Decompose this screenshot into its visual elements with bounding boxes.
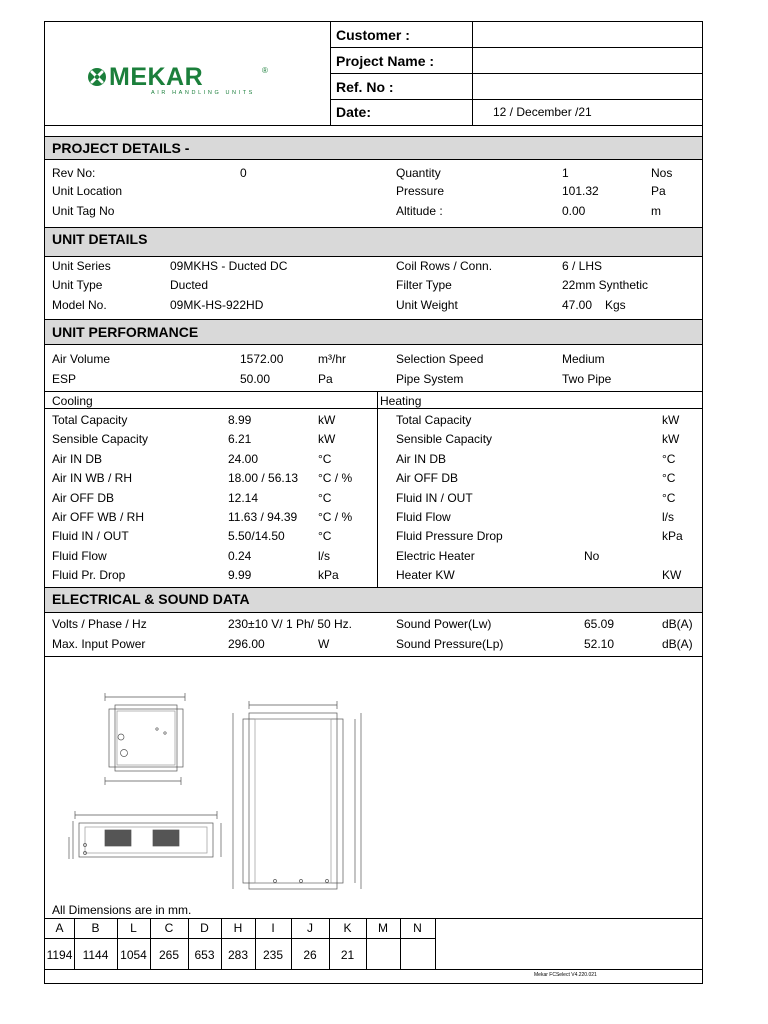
pressure-label: Pressure — [396, 184, 445, 198]
heating-row-unit: kPa — [662, 529, 683, 544]
cooling-row-value: 11.63 / 94.39 — [228, 510, 298, 524]
coil-rows-value: 6 / LHS — [562, 259, 603, 273]
unit-weight-unit: Kgs — [605, 298, 626, 312]
customer-label: Customer : — [336, 27, 410, 43]
input-power-value: 296.00 — [228, 637, 265, 651]
heating-row-label: Total Capacity — [396, 413, 472, 427]
sound-power-unit: dB(A) — [662, 617, 693, 631]
cooling-row-label: Air IN WB / RH — [52, 471, 132, 486]
cooling-row-unit: kW — [318, 413, 336, 427]
dimension-value-cell: 21 — [340, 948, 355, 962]
unit-dimension-drawing — [65, 677, 375, 897]
altitude-value: 0.00 — [562, 204, 586, 218]
unit-location-label: Unit Location — [52, 184, 123, 198]
input-power-label: Max. Input Power — [52, 637, 146, 651]
cooling-row-value: 0.24 — [228, 548, 252, 563]
sound-power-label: Sound Power(Lw) — [396, 617, 492, 631]
model-no-value: 09MK-HS-922HD — [170, 298, 264, 312]
dimension-value-cell: 653 — [194, 948, 215, 962]
cooling-row-unit: °C — [318, 529, 332, 544]
heating-row-value: No — [584, 548, 600, 563]
cooling-title: Cooling — [52, 394, 93, 408]
unit-series-value: 09MKHS - Ducted DC — [170, 259, 288, 273]
cooling-row-label: Total Capacity — [52, 413, 128, 427]
dimension-header-cell: J — [307, 921, 313, 935]
selection-speed-value: Medium — [562, 352, 605, 366]
unit-details-header: UNIT DETAILS — [45, 228, 702, 256]
dimension-value-cell: 265 — [158, 948, 180, 962]
software-version: Mekar FCSelect V4.220.021 — [534, 972, 597, 978]
date-value: 12 / December /21 — [493, 105, 592, 119]
date-label: Date: — [336, 104, 372, 120]
quantity-label: Quantity — [396, 166, 441, 180]
pipe-system-label: Pipe System — [396, 372, 464, 386]
sound-pressure-label: Sound Pressure(Lp) — [396, 637, 504, 651]
dimension-header-cell: K — [343, 921, 352, 935]
cooling-row-label: Fluid Pr. Drop — [52, 568, 126, 583]
heating-row-label: Sensible Capacity — [396, 432, 493, 447]
ref-no-label: Ref. No : — [336, 79, 394, 95]
electrical-sound-header: ELECTRICAL & SOUND DATA — [45, 588, 702, 612]
cooling-row-unit: kPa — [318, 568, 339, 583]
heating-row-unit: °C — [662, 451, 676, 466]
dimension-header-cell: I — [271, 921, 275, 935]
dimension-header-cell: D — [200, 921, 209, 935]
cooling-row-label: Air OFF WB / RH — [52, 510, 144, 524]
heating-row-unit: °C — [662, 490, 676, 505]
unit-weight-label: Unit Weight — [396, 298, 458, 312]
sound-power-value: 65.09 — [584, 617, 615, 631]
cooling-row-value: 24.00 — [228, 451, 259, 466]
volts-label: Volts / Phase / Hz — [52, 617, 147, 631]
dimension-header-cell: B — [91, 921, 100, 935]
dimension-header-cell: A — [55, 921, 64, 935]
heating-row-label: Fluid IN / OUT — [396, 490, 473, 505]
esp-label: ESP — [52, 372, 77, 386]
unit-tag-label: Unit Tag No — [52, 204, 115, 218]
unit-series-label: Unit Series — [52, 259, 111, 273]
cooling-row-unit: l/s — [318, 548, 330, 563]
dimension-value-cell: 1194 — [46, 948, 73, 962]
dimension-value-cell: 1144 — [82, 948, 109, 962]
selection-speed-label: Selection Speed — [396, 352, 484, 366]
registered-mark: ® — [262, 66, 268, 75]
cooling-row-label: Air IN DB — [52, 451, 103, 466]
heating-row-unit: °C — [662, 471, 676, 486]
cooling-row-unit: °C / % — [318, 510, 353, 524]
dimension-value-cell: 26 — [303, 948, 317, 962]
logo-mark-icon — [87, 67, 107, 87]
cooling-row-value: 9.99 — [228, 568, 252, 583]
cooling-row-label: Air OFF DB — [52, 490, 114, 505]
heating-row-label: Air OFF DB — [396, 471, 458, 486]
cooling-row-unit: kW — [318, 432, 336, 447]
dimension-value-cell: 283 — [227, 948, 249, 962]
rev-no-value: 0 — [240, 166, 247, 180]
cooling-row-label: Sensible Capacity — [52, 432, 149, 447]
esp-unit: Pa — [318, 372, 333, 386]
dimension-value-cell: 1054 — [120, 948, 147, 962]
model-no-label: Model No. — [52, 298, 107, 312]
sound-pressure-unit: dB(A) — [662, 637, 693, 651]
cooling-row-value: 8.99 — [228, 413, 252, 427]
filter-type-label: Filter Type — [396, 278, 452, 292]
cooling-row-unit: °C — [318, 490, 332, 505]
cooling-row-value: 18.00 / 56.13 — [228, 471, 299, 486]
air-volume-label: Air Volume — [52, 352, 111, 366]
unit-type-value: Ducted — [170, 278, 209, 292]
pressure-unit: Pa — [651, 184, 666, 198]
heating-row-label: Electric Heater — [396, 548, 475, 563]
quantity-value: 1 — [562, 166, 569, 180]
dimensions-note: All Dimensions are in mm. — [52, 903, 192, 917]
sound-pressure-value: 52.10 — [584, 637, 615, 651]
logo-wordmark: MEKAR — [109, 63, 204, 91]
filter-type-value: 22mm Synthetic — [562, 278, 649, 292]
cooling-row-value: 5.50/14.50 — [228, 529, 285, 544]
cooling-row-label: Fluid IN / OUT — [52, 529, 129, 544]
cooling-row-value: 6.21 — [228, 432, 252, 447]
volts-value: 230±10 V/ 1 Ph/ 50 Hz. — [228, 617, 352, 631]
dimension-header-cell: N — [413, 921, 422, 935]
unit-type-label: Unit Type — [52, 278, 103, 292]
dimension-header-cell: L — [130, 921, 137, 935]
altitude-unit: m — [651, 204, 661, 218]
pressure-value: 101.32 — [562, 184, 599, 198]
heating-row-unit: KW — [662, 568, 682, 583]
project-name-label: Project Name : — [336, 53, 435, 69]
cooling-row-label: Fluid Flow — [52, 548, 107, 563]
datasheet — [44, 21, 703, 984]
company-logo — [87, 64, 277, 100]
esp-value: 50.00 — [240, 372, 271, 386]
cooling-row-unit: °C — [318, 451, 332, 466]
dimension-value-cell: 235 — [262, 948, 284, 962]
air-volume-value: 1572.00 — [240, 352, 284, 366]
pipe-system-value: Two Pipe — [562, 372, 612, 386]
dimension-header-cell: C — [164, 921, 174, 935]
heating-row-label: Fluid Pressure Drop — [396, 529, 503, 544]
quantity-unit: Nos — [651, 166, 673, 180]
heating-row-label: Air IN DB — [396, 451, 447, 466]
cooling-row-value: 12.14 — [228, 490, 259, 505]
project-details-header: PROJECT DETAILS - — [45, 137, 702, 159]
logo-tagline: AIR HANDLING UNITS — [151, 90, 255, 96]
cooling-row-unit: °C / % — [318, 471, 353, 486]
heating-row-unit: kW — [662, 413, 680, 427]
rev-no-label: Rev No: — [52, 166, 96, 180]
heating-row-unit: kW — [662, 432, 680, 447]
unit-performance-header: UNIT PERFORMANCE — [45, 320, 702, 344]
heating-row-label: Heater KW — [396, 568, 455, 583]
dimension-header-cell: H — [233, 921, 243, 935]
unit-weight-value: 47.00 — [562, 298, 593, 312]
input-power-unit: W — [318, 637, 330, 651]
air-volume-unit: m³/hr — [318, 352, 346, 366]
heating-title: Heating — [380, 394, 422, 408]
coil-rows-label: Coil Rows / Conn. — [396, 259, 493, 273]
dimension-header-cell: M — [378, 921, 388, 935]
heating-row-label: Fluid Flow — [396, 510, 451, 524]
heating-row-unit: l/s — [662, 510, 674, 524]
altitude-label: Altitude : — [396, 204, 443, 218]
